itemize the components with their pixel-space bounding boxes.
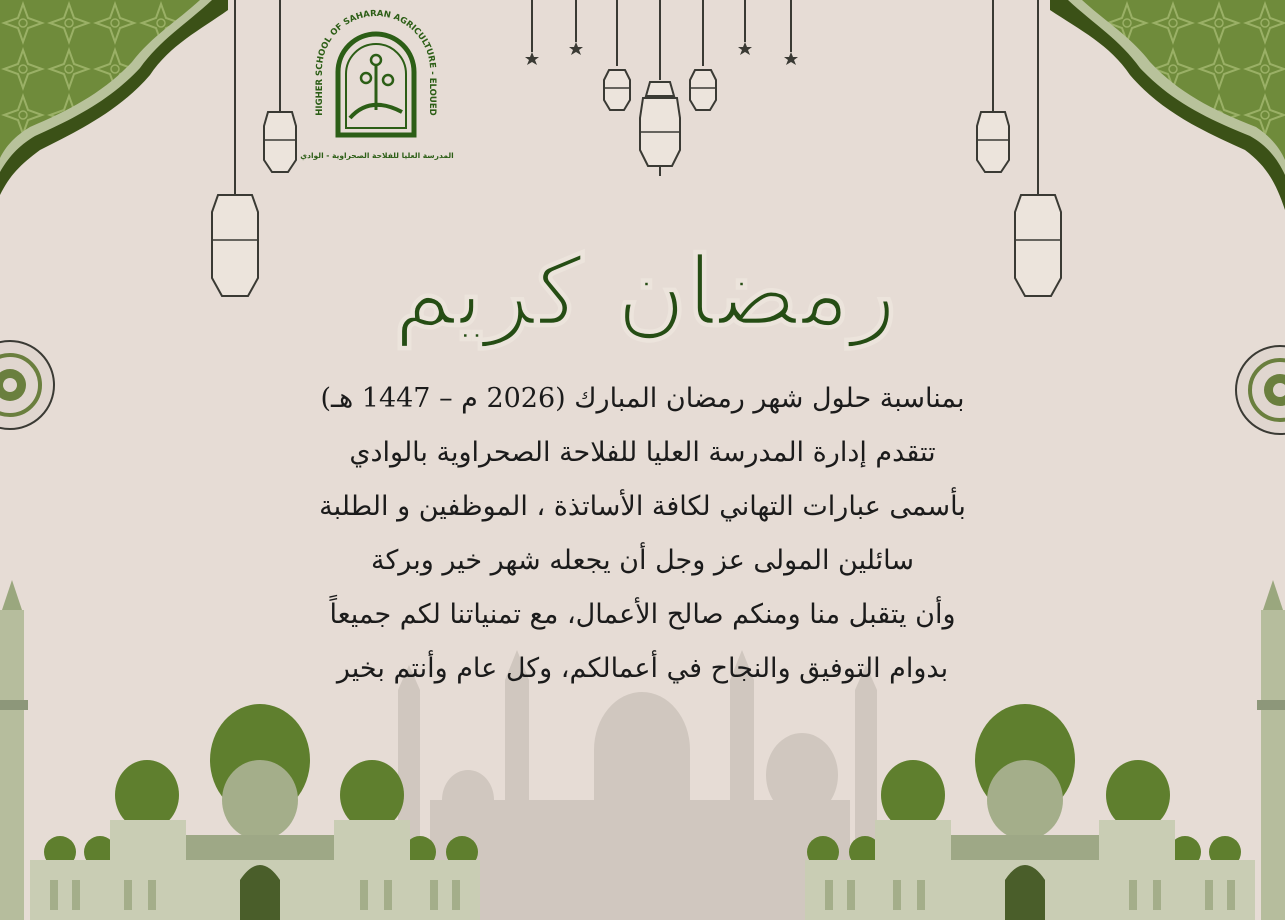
- logo-name-en: HIGHER SCHOOL OF SAHARAN AGRICULTURE - ELOUED: [314, 8, 438, 116]
- greeting-line: تتقدم إدارة المدرسة العليا للفلاحة الصحراوية بالوادي: [349, 437, 936, 468]
- greeting-line: بدوام التوفيق والنجاح في أعمالكم، وكل عام وأنتم بخير: [336, 653, 949, 684]
- greeting-line: وأن يتقبل منا ومنكم صالح الأعمال، مع تمنياتنا لكم جميعاً: [329, 599, 956, 630]
- greeting-line: بمناسبة حلول شهر رمضان المبارك (2026 م – 1447 هـ): [320, 383, 965, 414]
- greeting-line: بأسمى عبارات التهاني لكافة الأساتذة ، الموظفين و الطلبة: [319, 491, 966, 522]
- greeting-line: سائلين المولى عز وجل أن يجعله شهر خير وبركة: [370, 545, 915, 576]
- greeting-message: [240, 372, 1045, 696]
- logo-name-ar: المدرسة العليا للفلاحة الصحراوية - الوادي: [300, 151, 454, 160]
- title-calligraphy: رمضان كريم: [393, 235, 897, 348]
